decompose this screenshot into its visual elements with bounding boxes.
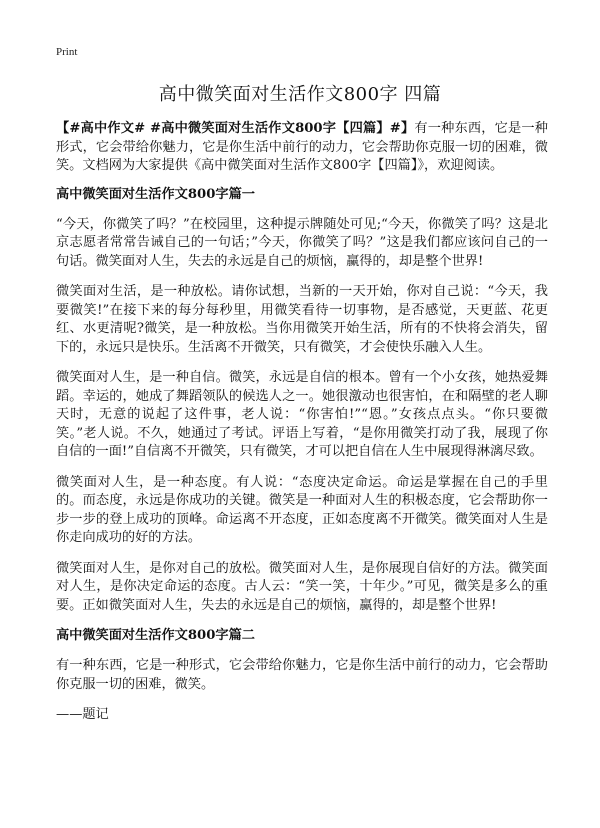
section1-paragraph: 微笑面对生活，是一种放松。请你试想，当新的一天开始，你对自己说：“今天，我要微笑!”在接下来的每分每秒里，用微笑看待一切事物，是否感觉，天更蓝、花更红、水更清呢?微笑，是一种放松。当你用微笑开始生活，所有的不快将会消失，留下的，永远只是快乐。生活离不开微笑，只有微笑，才会使快乐融入人生。	[56, 284, 548, 355]
section-heading-2: 高中微笑面对生活作文800字篇二	[56, 628, 255, 643]
page-title: 高中微笑面对生活作文800字 四篇	[158, 84, 442, 105]
intro-tags: 【#高中作文# #高中微笑面对生活作文800字【四篇】#】	[56, 121, 415, 136]
section1-paragraph: 微笑面对人生，是你对自己的放松。微笑面对人生，是你展现自信好的方法。微笑面对人生，是你决定命运的态度。古人云：“笑一笑，十年少。”可见，微笑是多么的重要。正如微笑面对人生，失去的永远是自己的烦恼，赢得的，却是整个世界!	[56, 560, 548, 613]
print-label[interactable]: Print	[56, 46, 78, 58]
section-heading-1: 高中微笑面对生活作文800字篇一	[56, 186, 255, 202]
intro-text: 有一种东西，它是一种形式，它会带给你魅力，它是你生活中前行的动力，它会帮助你克服一切的困难，微笑。文档网为大家提供《高中微笑面对生活作文800字【四篇】》，欢迎阅读。	[56, 121, 548, 173]
section1-paragraph: “今天，你微笑了吗？”在校园里，这种提示牌随处可见;“今天，你微笑了吗？这是北京志愿者常常告诫自己的一句话；”今天，你微笑了吗？”这是我们都应该问自己的一句话。微笑面对人生，失去的永远是自己的烦恼，赢得的，却是整个世界!	[56, 216, 548, 269]
section1-paragraph: 微笑面对人生，是一种自信。微笑，永远是自信的根本。曾有一个小女孩，她热爱舞蹈。幸运的，她成了舞蹈领队的候选人之一。她很激动也很害怕，在和隔壁的老人聊天时，无意的说起了这件事，老人说：“你害怕!”“恩。”女孩点点头。“你只要微笑。”老人说。不久，她通过了考试。评语上写着，“是你用微笑打动了我，展现了你自信的一面!”自信离不开微笑，只有微笑，才可以把自信在人生中展现得淋漓尽致。	[56, 370, 548, 459]
section2-paragraph: 有一种东西，它是一种形式，它会带给你魅力，它是你生活中前行的动力，它会帮助你克服一切的困难，微笑。	[56, 658, 548, 692]
section1-paragraph: 微笑面对人生，是一种态度。有人说：“态度决定命运。命运是掌握在自己的手里的。而态度，永远是你成功的关键。微笑是一种面对人生的积极态度，它会帮助你一步一步的登上成功的顶峰。命运离不开态度，正如态度离不开微笑。微笑面对人生是你走向成功的好的方法。	[56, 474, 548, 545]
intro-paragraph	[56, 120, 548, 176]
signature: ——题记	[56, 707, 109, 722]
article-body	[56, 120, 548, 737]
